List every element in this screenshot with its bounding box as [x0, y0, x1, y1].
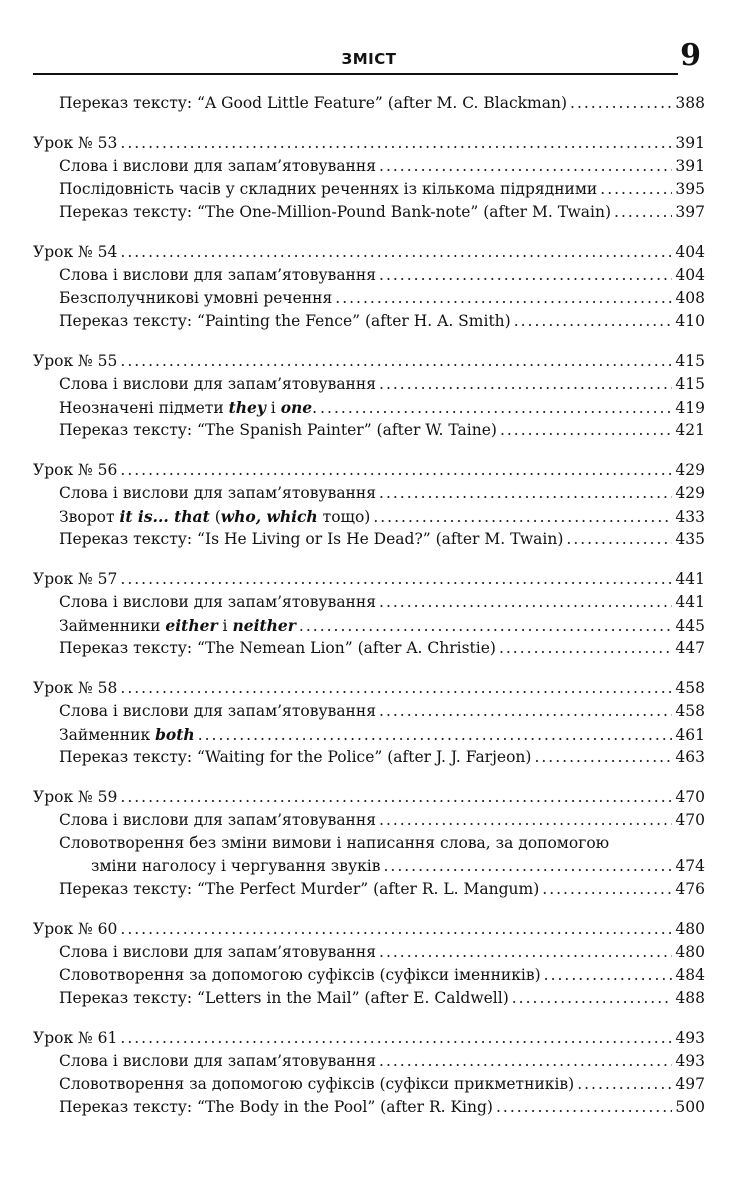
- lesson-heading-label: Урок № 56: [33, 461, 118, 479]
- toc-entry-page: 433: [675, 508, 705, 526]
- toc-entry-page: 404: [675, 243, 705, 261]
- lesson-heading-label: Урок № 55: [33, 352, 118, 370]
- toc-entry-label: Слова і вислови для запам’ятовування: [59, 484, 377, 502]
- lesson-heading[interactable]: [33, 241, 705, 264]
- toc-entry[interactable]: [33, 264, 705, 287]
- toc-entry-page: 435: [675, 530, 705, 548]
- dot-leader: [544, 964, 673, 987]
- toc-entry-page: 480: [675, 920, 705, 938]
- lesson-heading-label: Урок № 60: [33, 920, 118, 938]
- toc-entry[interactable]: [33, 155, 705, 178]
- toc-entry-label: Слова і вислови для запам’ятовування: [59, 811, 377, 829]
- toc-entry-page: 391: [675, 157, 705, 175]
- toc-entry-page: 488: [675, 989, 705, 1007]
- toc-entry-label: Словотворення за допомогою суфіксів (суфікси прикметників): [59, 1075, 575, 1093]
- dot-leader: [566, 528, 672, 551]
- toc-entry-page: 493: [675, 1052, 705, 1070]
- toc-entry-page: 410: [675, 312, 705, 330]
- dot-leader: [120, 568, 672, 591]
- toc-entry-label: Переказ тексту: “The Spanish Painter” (after W. Taine): [59, 421, 497, 439]
- label-text: і: [265, 399, 281, 417]
- toc-entry-page: 429: [675, 484, 705, 502]
- dot-leader: [614, 201, 672, 224]
- toc-entry-label: [59, 505, 370, 529]
- toc-entry-page: 463: [675, 748, 705, 766]
- toc-entry-page: 447: [675, 639, 705, 657]
- dot-leader: [120, 241, 672, 264]
- toc-entry-label: зміни наголосу і чергування звуків: [91, 857, 381, 875]
- dot-leader: [512, 987, 673, 1010]
- toc-entry-page: 484: [675, 966, 705, 984]
- emphasized-term: both: [155, 725, 195, 744]
- label-text: (: [209, 508, 221, 526]
- dot-leader: [120, 1027, 672, 1050]
- toc-entry[interactable]: [33, 310, 705, 333]
- dot-leader: [120, 132, 672, 155]
- dot-leader: [120, 459, 672, 482]
- toc-entry[interactable]: [33, 528, 705, 551]
- lesson-list: [33, 115, 705, 1119]
- toc-entry-page: 476: [675, 880, 705, 898]
- page-number: 9: [680, 38, 701, 73]
- dot-leader: [383, 855, 672, 878]
- emphasized-term: it is... that: [119, 507, 210, 526]
- toc-entry-label: [59, 396, 317, 420]
- lesson-heading-label: Урок № 59: [33, 788, 118, 806]
- section-gap: [33, 901, 705, 918]
- toc-entry-page: 429: [675, 461, 705, 479]
- section-gap: [33, 333, 705, 350]
- toc-entry[interactable]: [33, 373, 705, 396]
- toc-entry-page: 388: [675, 94, 705, 112]
- section-gap: [33, 551, 705, 568]
- label-text: Зворот: [59, 508, 120, 526]
- toc-entry-page: 500: [675, 1098, 705, 1116]
- dot-leader: [379, 155, 672, 178]
- toc-entry-label: Слова і вислови для запам’ятовування: [59, 593, 377, 611]
- toc-entry[interactable]: [33, 614, 705, 637]
- section-gap: [33, 769, 705, 786]
- toc-entry[interactable]: [33, 878, 705, 901]
- dot-leader: [120, 350, 672, 373]
- header-title: ЗМІСТ: [341, 50, 397, 68]
- toc-entry[interactable]: [33, 855, 705, 878]
- dot-leader: [299, 615, 672, 638]
- lesson-heading[interactable]: [33, 786, 705, 809]
- toc-entry-page: 470: [675, 811, 705, 829]
- toc-entry-page: 445: [675, 617, 705, 635]
- lesson-heading[interactable]: [33, 918, 705, 941]
- dot-leader: [600, 178, 672, 201]
- toc-entry-label: Переказ тексту: “The Body in the Pool” (after R. King): [59, 1098, 493, 1116]
- dot-leader: [379, 809, 672, 832]
- lesson-block: [33, 918, 705, 1010]
- table-of-contents: [33, 92, 705, 1119]
- toc-entry[interactable]: [33, 637, 705, 660]
- toc-entry[interactable]: [33, 809, 705, 832]
- toc-entry-page: 480: [675, 943, 705, 961]
- toc-entry-label: Переказ тексту: “A Good Little Feature” (after M. C. Blackman): [59, 94, 568, 112]
- dot-leader: [120, 786, 672, 809]
- dot-leader: [120, 918, 672, 941]
- label-text: Займенники: [59, 617, 166, 635]
- dot-leader: [379, 373, 672, 396]
- toc-entry[interactable]: [33, 287, 705, 310]
- toc-entry-page: 474: [675, 857, 705, 875]
- toc-entry-label: Слова і вислови для запам’ятовування: [59, 375, 377, 393]
- dot-leader: [120, 677, 672, 700]
- toc-entry[interactable]: [33, 92, 705, 115]
- toc-entry-page: 441: [675, 570, 705, 588]
- toc-entry[interactable]: [33, 1050, 705, 1073]
- toc-entry-label: Словотворення за допомогою суфіксів (суфікси іменників): [59, 966, 541, 984]
- toc-entry-page: 395: [675, 180, 705, 198]
- toc-entry-page: 458: [675, 702, 705, 720]
- toc-entry-label: Слова і вислови для запам’ятовування: [59, 702, 377, 720]
- toc-entry-label: Слова і вислови для запам’ятовування: [59, 266, 377, 284]
- toc-entry[interactable]: [33, 746, 705, 769]
- dot-leader: [379, 941, 672, 964]
- lesson-heading-label: Урок № 57: [33, 570, 118, 588]
- lesson-block: [33, 677, 705, 769]
- section-gap: [33, 115, 705, 132]
- toc-entry[interactable]: [33, 1073, 705, 1096]
- header-rule: [33, 73, 678, 75]
- dot-leader: [499, 637, 672, 660]
- label-text: .: [312, 399, 318, 417]
- dot-leader: [570, 92, 672, 115]
- lesson-block: [33, 241, 705, 333]
- lesson-block: [33, 350, 705, 442]
- toc-entry-label: Слова і вислови для запам’ятовування: [59, 1052, 377, 1070]
- lesson-heading[interactable]: [33, 1027, 705, 1050]
- lesson-heading[interactable]: [33, 132, 705, 155]
- toc-entry-label: [59, 614, 296, 638]
- lesson-heading-label: Урок № 58: [33, 679, 118, 697]
- toc-entry-label: Переказ тексту: “The One-Million-Pound Bank-note” (after M. Twain): [59, 203, 612, 221]
- toc-entry[interactable]: [33, 505, 705, 528]
- toc-entry-page: 397: [675, 203, 705, 221]
- lesson-block: [33, 132, 705, 224]
- toc-entry-page: 470: [675, 788, 705, 806]
- toc-entry[interactable]: [33, 964, 705, 987]
- label-text: тощо): [317, 508, 371, 526]
- toc-entry-label: Переказ тексту: “Waiting for the Police” (after J. J. Farjeon): [59, 748, 532, 766]
- dot-leader: [379, 482, 672, 505]
- toc-entry-page: 408: [675, 289, 705, 307]
- emphasized-term: they: [228, 398, 266, 417]
- lesson-heading[interactable]: [33, 677, 705, 700]
- toc-entry-page: 497: [675, 1075, 705, 1093]
- lesson-block: [33, 1027, 705, 1119]
- toc-entry-label: Переказ тексту: “Is He Living or Is He Dead?” (after M. Twain): [59, 530, 564, 548]
- toc-entry-page: 441: [675, 593, 705, 611]
- toc-entry-page: 415: [675, 375, 705, 393]
- toc-entry-label: Послідовність часів у складних реченнях із кількома підрядними: [59, 180, 598, 198]
- label-text: і: [217, 617, 233, 635]
- dot-leader: [500, 419, 672, 442]
- toc-entry-label: Переказ тексту: “The Nemean Lion” (after A. Christie): [59, 639, 496, 657]
- toc-entry-page: 404: [675, 266, 705, 284]
- toc-entry-page: 493: [675, 1029, 705, 1047]
- dot-leader: [379, 700, 672, 723]
- dot-leader: [379, 591, 672, 614]
- label-text: Неозначені підмети: [59, 399, 229, 417]
- toc-entry-label: [59, 723, 195, 747]
- emphasized-term: one: [280, 398, 313, 417]
- toc-entry[interactable]: [33, 987, 705, 1010]
- lesson-heading-label: Урок № 53: [33, 134, 118, 152]
- section-gap: [33, 224, 705, 241]
- lesson-heading-label: Урок № 61: [33, 1029, 118, 1047]
- lesson-heading-label: Урок № 54: [33, 243, 118, 261]
- toc-entry[interactable]: [33, 178, 705, 201]
- lesson-block: [33, 459, 705, 551]
- lesson-heading[interactable]: [33, 568, 705, 591]
- toc-entry-label: Слова і вислови для запам’ятовування: [59, 157, 377, 175]
- toc-entry-page: 458: [675, 679, 705, 697]
- toc-entry-label: Слова і вислови для запам’ятовування: [59, 943, 377, 961]
- lesson-block: [33, 568, 705, 660]
- toc-entry[interactable]: [33, 591, 705, 614]
- toc-entry-label: Переказ тексту: “Letters in the Mail” (after E. Caldwell): [59, 989, 509, 1007]
- toc-entry[interactable]: [33, 700, 705, 723]
- toc-entry-page: 421: [675, 421, 705, 439]
- toc-entry[interactable]: [33, 1096, 705, 1119]
- dot-leader: [335, 287, 672, 310]
- emphasized-term: neither: [232, 616, 296, 635]
- dot-leader: [542, 878, 672, 901]
- dot-leader: [373, 506, 672, 529]
- dot-leader: [320, 397, 672, 420]
- lesson-heading[interactable]: [33, 459, 705, 482]
- section-gap: [33, 1010, 705, 1027]
- lesson-block: [33, 786, 705, 901]
- label-text: Займенник: [59, 726, 156, 744]
- dot-leader: [577, 1073, 672, 1096]
- toc-entry-page: 415: [675, 352, 705, 370]
- toc-entry[interactable]: [33, 201, 705, 224]
- toc-entry[interactable]: [33, 419, 705, 442]
- page-header: [33, 38, 705, 74]
- lesson-heading[interactable]: [33, 350, 705, 373]
- toc-entry-label: Переказ тексту: “Painting the Fence” (after H. A. Smith): [59, 312, 511, 330]
- dot-leader: [379, 264, 672, 287]
- dot-leader: [534, 746, 672, 769]
- emphasized-term: who, which: [220, 507, 318, 526]
- toc-entry[interactable]: [33, 396, 705, 419]
- emphasized-term: either: [165, 616, 218, 635]
- section-gap: [33, 660, 705, 677]
- dot-leader: [379, 1050, 672, 1073]
- toc-entry[interactable]: [33, 723, 705, 746]
- toc-entry[interactable]: [33, 482, 705, 505]
- toc-entry-page: 461: [675, 726, 705, 744]
- toc-entry[interactable]: [33, 941, 705, 964]
- toc-entry-page: 419: [675, 399, 705, 417]
- toc-entry-label-line1[interactable]: Словотворення без зміни вимови і написання слова, за допомогою: [59, 834, 610, 852]
- dot-leader: [496, 1096, 672, 1119]
- toc-entry-label: Переказ тексту: “The Perfect Murder” (after R. L. Mangum): [59, 880, 540, 898]
- toc-entry-page: 391: [675, 134, 705, 152]
- dot-leader: [514, 310, 673, 333]
- section-gap: [33, 442, 705, 459]
- dot-leader: [198, 724, 673, 747]
- toc-entry-label: Безсполучникові умовні речення: [59, 289, 333, 307]
